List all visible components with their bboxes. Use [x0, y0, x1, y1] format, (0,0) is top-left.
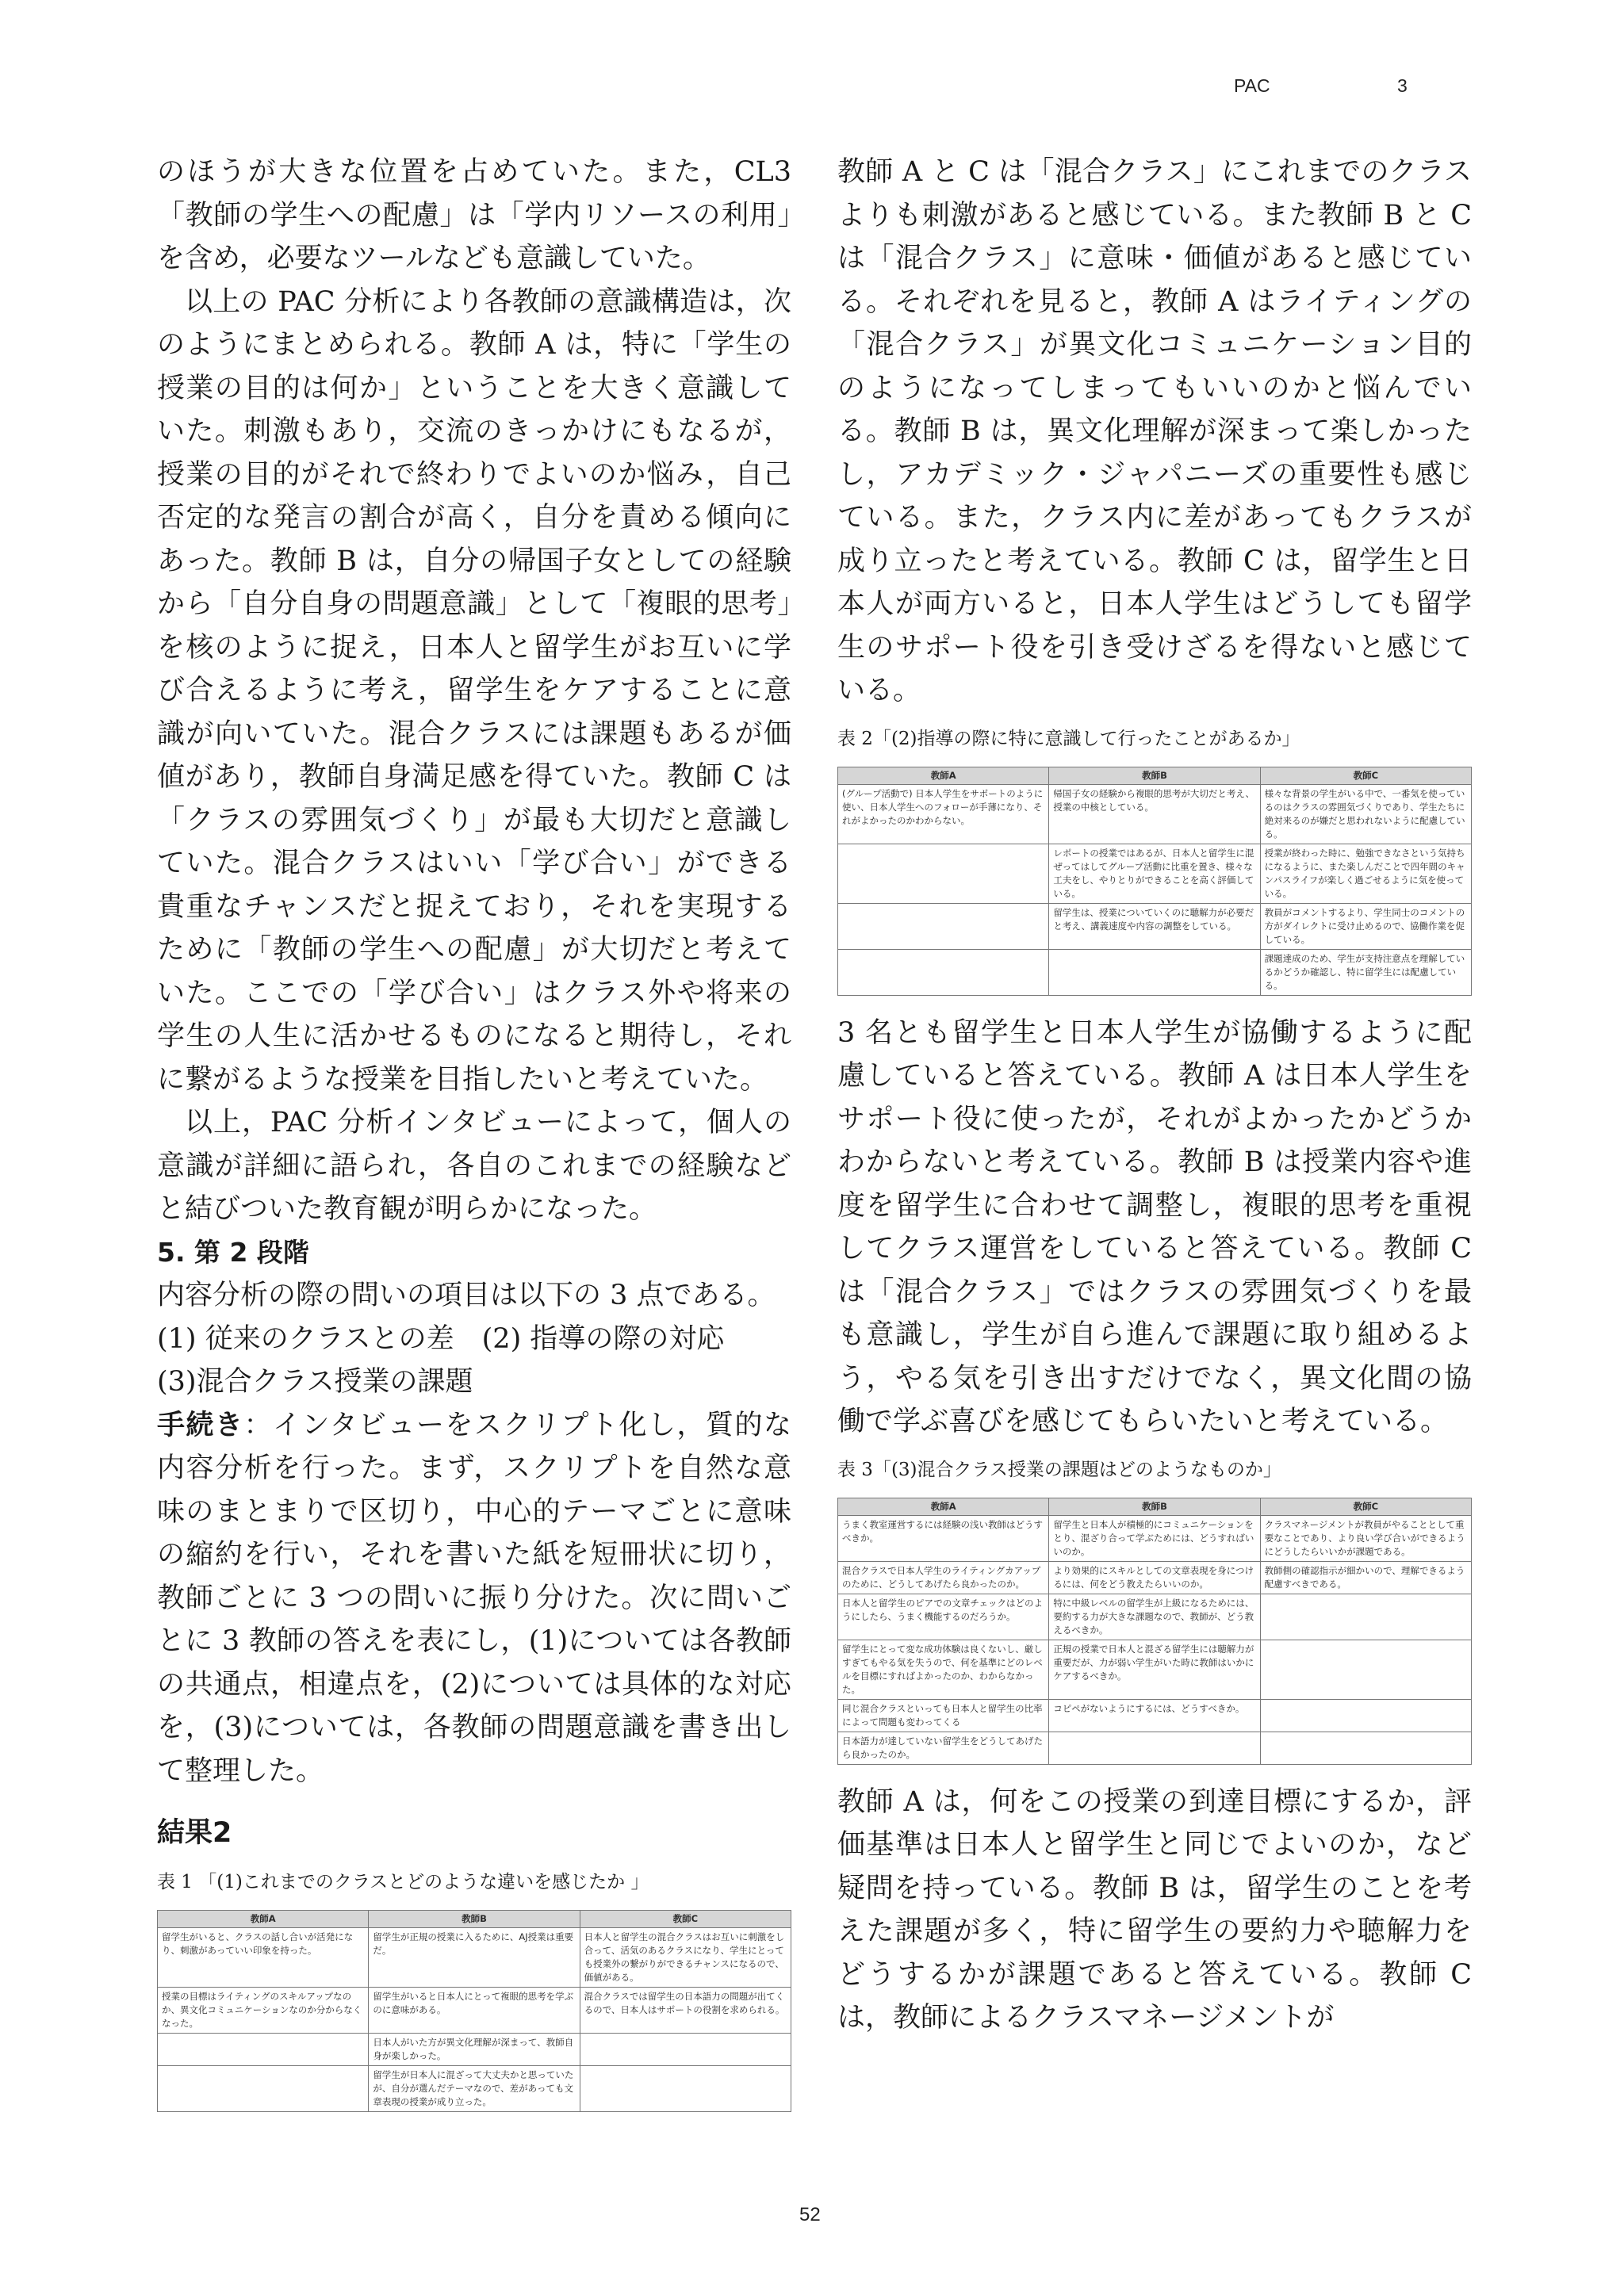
- table-cell: 留学生が正規の授業に入るために、AJ授業は重要だ。: [369, 1928, 580, 1988]
- table-row: [838, 1640, 1472, 1699]
- table-row: [158, 2066, 791, 2112]
- left-paragraph-4: 内容分析の際の問いの項目は以下の 3 点である。: [157, 1280, 776, 1311]
- question-list-1: (1) 従来のクラスとの差 (2) 指導の際の対応: [157, 1322, 725, 1355]
- table-cell: (グループ活動で) 日本人学生をサポートのように使い、日本人学生へのフォローが手薄になり、それがよかったのかわからない。: [838, 784, 1049, 844]
- table-row: [838, 903, 1472, 949]
- table-cell: [1260, 1732, 1471, 1764]
- table-cell: [158, 2034, 369, 2066]
- procedure-paragraph: [157, 1404, 791, 1793]
- running-header-title: PAC: [1234, 75, 1270, 96]
- table-cell: [838, 844, 1049, 903]
- table-cell: [1260, 1640, 1471, 1699]
- table-row: [838, 784, 1472, 844]
- question-list-2: (3)混合クラス授業の課題: [157, 1366, 473, 1398]
- footer-page-number: 52: [799, 2204, 821, 2225]
- table-cell: 混合クラスでは留学生の日本語力の問題が出てくるので、日本人はサポートの役割を求められる。: [580, 1988, 791, 2034]
- table-cell: レポートの授業ではあるが、日本人と留学生に混ぜってはしてグループ活動に比重を置き、様々な工夫をし、やりとりができることを高く評価している。: [1049, 844, 1260, 903]
- table-cell: クラスマネージメントが教員がやることとして重要なことであり、より良い学び合いができるようにどうしたらいいかが課題である。: [1260, 1515, 1471, 1561]
- right-paragraph-3: 教師 A は，何をこの授業の到達目標にするか，評価基準は日本人と留学生と同じでよいのか，など疑問を持っている。教師 B は，留学生のことを考えた課題が多く，特に留学生の要約力や聴解力をどうするかが課題であると答えている。教師 C は，教師によるクラスマネージメントが: [837, 1785, 1472, 2034]
- table-cell: [580, 2066, 791, 2112]
- table-cell: より効果的にスキルとしての文章表現を身につけるには、何をどう教えたらいいのか。: [1049, 1561, 1260, 1594]
- table-row: [838, 949, 1472, 995]
- table-cell: [838, 903, 1049, 949]
- table-cell: 留学生が日本人に混ざって大丈夫かと思っていたが、自分が選んだテーマなので、差があっても文章表現の授業が成り立った。: [369, 2066, 580, 2112]
- right-paragraph-1: 教師 A と C は「混合クラス」にこれまでのクラスよりも刺激があると感じている。また教師 B と C は「混合クラス」に意味・価値があると感じている。それぞれを見ると，教師 A はライティングの「混合クラス」が異文化コミュニケーション目的のようになってしまってもいいのかと悩んでいる。教師 B は，異文化理解が深まって楽しかったし，アカデミック・ジャパニーズの重要性も感じている。また，クラス内に差があってもクラスが成り立ったと考えている。教師 C は，留学生と日本人が両方いると，日本人学生はどうしても留学生のサポート役を引き受けざるを得ないと感じている。: [837, 156, 1472, 706]
- table-cell: 教師側の確認指示が細かいので、理解できるよう配慮すべきである。: [1260, 1561, 1471, 1594]
- table-row: [158, 2034, 791, 2066]
- table-3-header-a: 教師A: [838, 1498, 1049, 1515]
- table-cell: コピペがないようにするには、どうすべきか。: [1049, 1699, 1260, 1732]
- table-cell: 正規の授業で日本人と混ざる留学生には聴解力が重要だが、力が弱い学生がいた時に教師はいかにケアするべきか。: [1049, 1640, 1260, 1699]
- table-1-header-b: 教師B: [369, 1911, 580, 1928]
- left-paragraph-3: 以上，PAC 分析インタビューによって，個人の意識が詳細に語られ，各自のこれまでの経験などと結びついた教育観が明らかになった。: [157, 1107, 791, 1225]
- table-1-header-c: 教師C: [580, 1911, 791, 1928]
- table-cell: [1049, 949, 1260, 995]
- table-2-header-a: 教師A: [838, 767, 1049, 784]
- table-cell: 課題達成のため、学生が支持注意点を理解しているかどうか確認し、特に留学生には配慮している。: [1260, 949, 1471, 995]
- table-row: [158, 1928, 791, 1988]
- table-cell: 留学生がいると日本人にとって複眼的思考を学ぶのに意味がある。: [369, 1988, 580, 2034]
- left-paragraph-1: のほうが大きな位置を占めていた。また，CL3「教師の学生への配慮」は「学内リソースの利用」を含め，必要なツールなども意識していた。: [157, 156, 791, 274]
- right-paragraph-2: 3 名とも留学生と日本人学生が協働するように配慮していると答えている。教師 A は日本人学生をサポート役に使ったが，それがよかったかどうかわからないと考えている。教師 B は授業内容や進度を留学生に合わせて調整し，複眼的思考を重視してクラス運営をしていると答えている。教師 C は「混合クラス」ではクラスの雰囲気づくりを最も意識し，学生が自ら進んで課題に取り組めるよう，やる気を引き出すだけでなく，異文化間の協働で学ぶ喜びを感じてもらいたいと考えている。: [837, 1016, 1472, 1437]
- table-row: [838, 1594, 1472, 1640]
- left-paragraph-2: 以上の PAC 分析により各教師の意識構造は，次のようにまとめられる。教師 A は，特に「学生の授業の目的は何か」ということを大きく意識していた。刺激もあり，交流のきっかけにもなるが，授業の目的がそれで終わりでよいのか悩み，自己否定的な発言の割合が高く，自分を責める傾向にあった。教師 B は，自分の帰国子女としての経験から「自分自身の問題意識」として「複眼的思考」を核のように捉え，日本人と留学生がお互いに学び合えるように考え，留学生をケアすることに意識が向いていた。混合クラスには課題もあるが価値があり，教師自身満足感を得ていた。教師 C は「クラスの雰囲気づくり」が最も大切だと意識していた。混合クラスはいい「学び合い」ができる貴重なチャンスだと捉えており，それを実現するために「教師の学生への配慮」が大切だと考えていた。ここでの「学び合い」はクラス外や将来の学生の人生に活かせるものになると期待し，それに繋がるような授業を目指したいと考えていた。: [157, 285, 791, 1096]
- table-row: [838, 1515, 1472, 1561]
- table-cell: [1049, 1732, 1260, 1764]
- table-cell: [1260, 1594, 1471, 1640]
- table-row: [158, 1988, 791, 2034]
- table-cell: 帰国子女の経験から複眼的思考が大切だと考え、授業の中核としている。: [1049, 784, 1260, 844]
- right-column: [837, 151, 1472, 2040]
- table-cell: 特に中級レベルの留学生が上級になるためには、要約する力が大きな課題なので、教師が、どう教えるべきか。: [1049, 1594, 1260, 1640]
- table-cell: [838, 949, 1049, 995]
- table-row: [838, 1732, 1472, 1764]
- table-3-caption: 表 3「(3)混合クラス授業の課題はどのようなものか」: [837, 1459, 1281, 1480]
- table-3-header-c: 教師C: [1260, 1498, 1471, 1515]
- results-2-title: 結果2: [157, 1817, 232, 1849]
- running-header-page: 3: [1397, 75, 1408, 96]
- table-cell: 日本語力が達していない留学生をどうしてあげたら良かったのか。: [838, 1732, 1049, 1764]
- table-cell: [1260, 1699, 1471, 1732]
- table-cell: 様々な背景の学生がいる中で、一番気を使っているのはクラスの雰囲気づくりであり、学生たちに絶対来るのが嫌だと思われないように配慮している。: [1260, 784, 1471, 844]
- table-cell: 留学生と日本人が積極的にコミュニケーションをとり、混ざり合って学ぶためには、どうすればいいのか。: [1049, 1515, 1260, 1561]
- section-5-title: 5. 第 2 段階: [157, 1236, 309, 1268]
- table-2: [837, 767, 1472, 996]
- table-2-caption: 表 2「(2)指導の際に特に意識して行ったことがあるか」: [837, 728, 1300, 749]
- procedure-label: 手続き: [157, 1409, 244, 1441]
- table-2-header-c: 教師C: [1260, 767, 1471, 784]
- table-1-header-a: 教師A: [158, 1911, 369, 1928]
- table-2-header-b: 教師B: [1049, 767, 1260, 784]
- table-cell: [158, 2066, 369, 2112]
- table-cell: 同じ混合クラスといっても日本人と留学生の比率によって問題も変わってくる: [838, 1699, 1049, 1732]
- table-1-caption: 表 1 「(1)これまでのクラスとどのような違いを感じたか 」: [157, 1872, 649, 1892]
- table-cell: 日本人と留学生の混合クラスはお互いに刺激をし合って、活気のあるクラスになり、学生にとっても授業外の繋がりができるチャンスになるので、価値がある。: [580, 1928, 791, 1988]
- table-cell: [580, 2034, 791, 2066]
- left-column: [157, 151, 791, 2112]
- table-cell: 日本人と留学生のピアでの文章チェックはどのようにしたら、うまく機能するのだろうか。: [838, 1594, 1049, 1640]
- table-cell: 授業の目標はライティングのスキルアップなのか、異文化コミュニケーションなのか分からなくなった。: [158, 1988, 369, 2034]
- table-1: [157, 1910, 791, 2112]
- table-cell: 留学生にとって変な成功体験は良くないし、厳しすぎてもやる気を失うので、何を基準にどのレベルを目標にすればよかったのか、わからなかった。: [838, 1640, 1049, 1699]
- table-row: [838, 1561, 1472, 1594]
- table-cell: うまく教室運営するには経験の浅い教師はどうすべきか。: [838, 1515, 1049, 1561]
- table-cell: 混合クラスで日本人学生のライティングカアップのために、どうしてあげたら良かったのか。: [838, 1561, 1049, 1594]
- table-cell: 日本人がいた方が異文化理解が深まって、教師自身が楽しかった。: [369, 2034, 580, 2066]
- table-3-header-b: 教師B: [1049, 1498, 1260, 1515]
- table-cell: 教員がコメントするより、学生同士のコメントの方がダイレクトに受け止めるので、協働作業を促している。: [1260, 903, 1471, 949]
- table-cell: 授業が終わった時に、勉強できなさという気持ちになるように、また楽しんだことで四年間のキャンパスライフが楽しく過ごせるように気を使っている。: [1260, 844, 1471, 903]
- table-cell: 留学生は、授業についていくのに聴解力が必要だと考え、講義速度や内容の調整をしている。: [1049, 903, 1260, 949]
- procedure-text: ：インタビューをスクリプト化し，質的な内容分析を行った。まず，スクリプトを自然な意味のまとまりで区切り，中心的テーマごとに意味の縮約を行い，それを書いた紙を短冊状に切り，教師ごとに 3 つの問いに振り分けた。次に問いごとに 3 教師の答えを表にし，(1)については各教師の共通点，相違点を，(2)については具体的な対応を，(3)については，各教師の問題意識を書き出して整理した。: [157, 1409, 791, 1787]
- table-cell: 留学生がいると、クラスの話し合いが活発になり、刺激があっていい印象を持った。: [158, 1928, 369, 1988]
- table-row: [838, 844, 1472, 903]
- table-3: [837, 1498, 1472, 1765]
- table-row: [838, 1699, 1472, 1732]
